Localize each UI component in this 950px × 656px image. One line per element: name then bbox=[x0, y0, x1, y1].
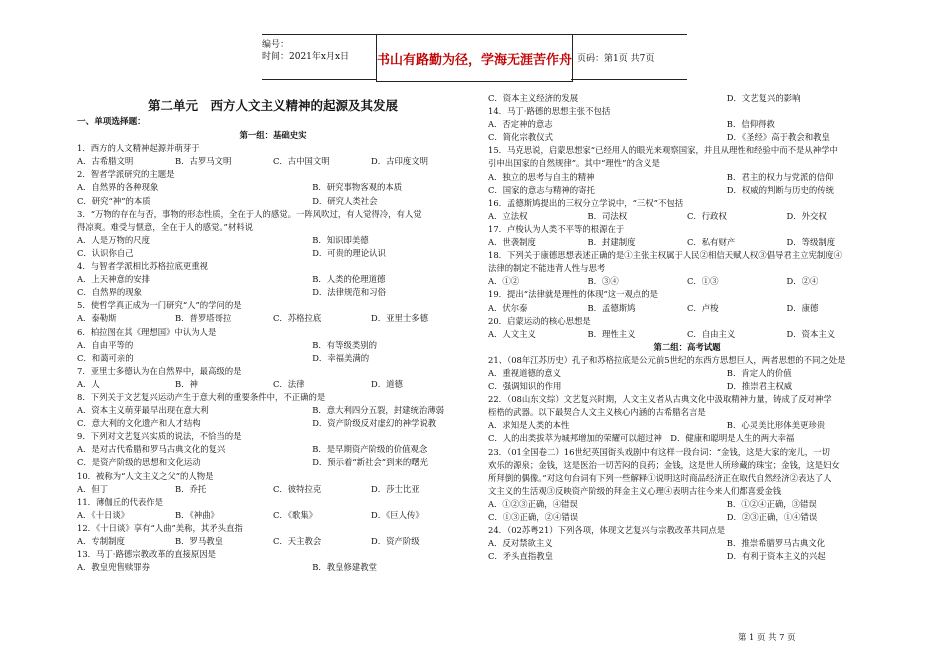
option: D．资产阶级反对虚幻的神学说教 bbox=[312, 418, 437, 429]
question-line: 4．与智者学派相比苏格拉底更重视 bbox=[77, 261, 208, 272]
option: C．资本主义经济的发展 bbox=[488, 93, 579, 103]
option: C．认识你自己 bbox=[77, 247, 134, 258]
option-row bbox=[77, 195, 469, 208]
option-row bbox=[77, 312, 469, 325]
question-line: 所拜倒的偶像。”对这句台词有下列一些解释①说明这时商品经济正在取代自然经济②表达了人 bbox=[488, 472, 832, 483]
option: A．古希腊文明 bbox=[77, 156, 134, 167]
option: D．资产阶级 bbox=[371, 536, 420, 546]
option-row bbox=[488, 184, 886, 197]
question-line: 文主义的生活观③反映资产阶级的拜金主义心理④表明古往今来人们都喜爱金钱 bbox=[488, 485, 782, 496]
option: D．《巨人传》 bbox=[371, 509, 424, 520]
option: A．①② bbox=[488, 276, 520, 287]
option-row bbox=[488, 380, 886, 393]
question-line: 21、（08年江苏历史）孔子和苏格拉底是公元前5世纪的东西方思想巨人，两者思想的不同之处是 bbox=[488, 354, 846, 365]
option: D．外交权 bbox=[786, 210, 827, 221]
question-line: 法律的制定不能违背人性与思考 bbox=[488, 263, 606, 274]
right-column bbox=[488, 92, 886, 563]
option-row bbox=[488, 367, 886, 380]
page-title: 第二单元 西方人文主义精神的起源及其发展 bbox=[147, 98, 398, 113]
option-row bbox=[77, 535, 469, 548]
question-line: 13．马丁·路德宗教改革的直接原因是 bbox=[77, 549, 216, 560]
question-line: 5．使哲学真正成为一门研究“人”的学问的是 bbox=[77, 300, 242, 311]
question-line: 9．下列对文艺复兴实质的说法，不恰当的是 bbox=[77, 431, 242, 442]
option: A．伏尔泰 bbox=[488, 302, 528, 313]
option: B．有等级类别的 bbox=[312, 339, 377, 350]
option: D．有利于资本主义的兴起 bbox=[726, 551, 826, 562]
question-line: 10．被称为“人文主义之父”的人物是 bbox=[77, 470, 214, 481]
option: C．是资产阶级的思想和文化运动 bbox=[77, 457, 201, 468]
option: B．孟德斯鸠 bbox=[587, 302, 636, 313]
option-row bbox=[488, 92, 886, 105]
option-row bbox=[488, 550, 886, 563]
option-row bbox=[488, 302, 886, 315]
question-line: 得凉爽。难受与惬意，全在于人的感觉。”材料说 bbox=[77, 221, 253, 232]
option-row bbox=[77, 273, 469, 286]
option: B．③④ bbox=[587, 276, 619, 287]
option: A．立法权 bbox=[488, 210, 528, 221]
header-motto: 书山有路勤为径，学海无涯苦作舟 bbox=[376, 34, 573, 82]
option: D．文艺复兴的影响 bbox=[726, 93, 801, 103]
option: C．彼特拉克 bbox=[273, 483, 322, 494]
time-label: 时间：2021年x月x日 bbox=[262, 52, 350, 62]
question-line: 11．薄伽丘的代表作是 bbox=[77, 496, 164, 507]
option-row bbox=[77, 352, 469, 365]
option: C．简化宗教仪式 bbox=[488, 132, 554, 143]
option: C．私有财产 bbox=[687, 237, 736, 248]
question-line: 14．马丁·路德的思想主张不包括 bbox=[488, 106, 611, 117]
option: C．强调知识的作用 bbox=[488, 381, 562, 392]
page-footer: 第 1 页 共 7 页 bbox=[738, 632, 796, 642]
option: B．①②④正确，③错误 bbox=[726, 498, 817, 509]
option: C．自由主义 bbox=[687, 328, 736, 339]
option-row bbox=[488, 537, 886, 550]
option-row bbox=[77, 443, 469, 456]
option-row bbox=[488, 419, 886, 432]
option: D．亚里士多德 bbox=[371, 313, 428, 324]
option: A．人是万物的尺度 bbox=[77, 234, 151, 245]
option: A．《十日谈》 bbox=[77, 509, 130, 520]
header-meta bbox=[262, 34, 376, 80]
option: A．世袭制度 bbox=[488, 237, 536, 248]
option: D．古印度文明 bbox=[371, 156, 428, 167]
option: B．是早期资产阶级的价值观念 bbox=[312, 444, 428, 455]
option: D．可贵的理论认识 bbox=[312, 247, 386, 258]
option-row bbox=[488, 275, 886, 288]
option: C．矛头直指教皇 bbox=[488, 551, 554, 562]
option: D．推崇君主权威 bbox=[726, 381, 793, 392]
option-row bbox=[488, 498, 886, 511]
option-row bbox=[488, 511, 886, 524]
option: A．求知是人类的本性 bbox=[488, 420, 570, 431]
question-line: 23．（01全国卷二）16世纪英国街头戏剧中有这样一段台词：“金钱，这是大家的宠儿，一切 bbox=[488, 446, 830, 457]
option-row bbox=[77, 286, 469, 299]
option: C．①③ bbox=[687, 276, 719, 287]
question-line: 24．（02苏粤21）下列各项，体现文艺复兴与宗教改革共同点是 bbox=[488, 525, 726, 536]
option: A．独立的思考与自主的精神 bbox=[488, 171, 595, 182]
option: B．教皇修建教堂 bbox=[312, 562, 377, 573]
question-line: 3．“万物的存在与否，事物的形态性质，全在于人的感觉。一阵风吹过，有人觉得冷，有人觉 bbox=[77, 208, 422, 219]
option: B．《神曲》 bbox=[175, 509, 219, 520]
question-line: 1．西方的人文精神起源并萌芽于 bbox=[77, 143, 200, 154]
group-heading: 第一组：基础史实 bbox=[239, 130, 307, 141]
option: C．①③正确，②④错误 bbox=[488, 512, 579, 522]
option: D．康德 bbox=[786, 302, 819, 313]
option: D．②④ bbox=[786, 276, 819, 287]
question-line: 19．提出“法律就是理性的体现”这一观点的是 bbox=[488, 289, 658, 300]
option-row bbox=[77, 404, 469, 417]
section-heading: 一、单项选择题： bbox=[77, 117, 146, 127]
option: A．泰勒斯 bbox=[77, 313, 117, 324]
option: C．《歌集》 bbox=[273, 509, 318, 520]
option: A．教皇兜售赎罪券 bbox=[77, 562, 151, 573]
option: C．苏格拉底 bbox=[273, 313, 322, 324]
question-line: 16．孟德斯鸠提出的三权分立学说中，“三权”不包括 bbox=[488, 197, 684, 208]
option: C．意大利的文化遗产和人才结构 bbox=[77, 418, 201, 429]
option: A．①②③正确，④错误 bbox=[488, 498, 578, 509]
question-line: 桎梏的武器。以下最契合人文主义核心内涵的古希腊名言是 bbox=[488, 407, 706, 418]
option: B．知识即美德 bbox=[312, 234, 369, 245]
option: C．和蔼可亲的 bbox=[77, 352, 134, 363]
question-line: 欢乐的源泉；金钱，这是医治一切苦闷的良药；金钱，这是世人所珍藏的珠宝；金钱，这是妇女 bbox=[488, 459, 840, 470]
option: B．理性主义 bbox=[587, 328, 636, 339]
option: D．等级制度 bbox=[786, 237, 836, 248]
option: B．研究事物客观的本质 bbox=[312, 182, 403, 193]
option-row bbox=[77, 509, 469, 522]
option: C．自然界的现象 bbox=[77, 287, 143, 298]
question-line: 引申出国家的自然规律”。其中“理性”的含义是 bbox=[488, 158, 660, 169]
question-line: 20．启蒙运动的核心思想是 bbox=[488, 315, 591, 326]
option: C．行政权 bbox=[687, 210, 727, 221]
question-line: 2．智者学派研究的主题是 bbox=[77, 169, 175, 180]
question-line: 7．亚里士多德认为在自然界中，最高级的是 bbox=[77, 365, 242, 376]
option-row bbox=[77, 378, 469, 391]
option: B．司法权 bbox=[587, 210, 628, 221]
group-heading: 第二组：高考试题 bbox=[653, 341, 721, 352]
option: D．《圣经》高于教会和教皇 bbox=[726, 132, 830, 143]
option-row bbox=[77, 483, 469, 496]
option: D．莎士比亚 bbox=[371, 483, 420, 494]
option: B．人类的伦理道德 bbox=[312, 274, 386, 285]
question-line: 6．柏拉图在其《理想国》中认为人是 bbox=[77, 326, 217, 337]
option-row bbox=[77, 561, 469, 574]
option: D．预示着“新社会”到来的曙光 bbox=[312, 457, 428, 468]
option-row bbox=[488, 210, 886, 223]
option-row bbox=[488, 236, 886, 249]
question-line: C．人的出类拔萃为城邦增加的荣耀可以超过神 D．健康和聪明是人生的两大幸福 bbox=[488, 433, 795, 444]
option: D．法律规范和习俗 bbox=[312, 287, 386, 298]
option: A．专制制度 bbox=[77, 536, 125, 546]
option: B．古罗马文明 bbox=[175, 156, 232, 167]
option: A．重视道德的意义 bbox=[488, 367, 562, 378]
option-row bbox=[488, 171, 886, 184]
option-row bbox=[77, 339, 469, 352]
question-line: 15．马克思说，启蒙思想家“已经用人的眼光来观察国家，并且从理性和经验中而不是从神学中 bbox=[488, 145, 838, 156]
question-line: 17．卢梭认为人类不平等的根源在于 bbox=[488, 223, 625, 234]
option: B．心灵美比形体美更珍贵 bbox=[726, 420, 826, 431]
option: B．封建制度 bbox=[587, 237, 636, 248]
option: C．古中国文明 bbox=[273, 156, 330, 167]
option: D．研究人类社会 bbox=[312, 195, 378, 206]
option: D．②③正确，①④错误 bbox=[726, 512, 818, 522]
option: B．乔托 bbox=[175, 483, 207, 494]
option: C．卢梭 bbox=[687, 302, 719, 313]
question-line: 8．下列关于文艺复兴运动产生于意大利的重要条件中，不正确的是 bbox=[77, 391, 326, 402]
option: A．否定神的意志 bbox=[488, 119, 553, 130]
option: A．资本主义萌芽最早出现在意大利 bbox=[77, 405, 209, 416]
option: B．罗马教皇 bbox=[175, 536, 224, 546]
option: A．人文主义 bbox=[488, 328, 536, 339]
option: B．信仰得救 bbox=[726, 119, 775, 130]
option: C．国家的意志与精神的寄托 bbox=[488, 184, 595, 195]
question-line: 22．（08山东文综）文艺复兴时期，人文主义者从古典文化中汲取精神力量，铸成了反对神学 bbox=[488, 394, 832, 405]
option: B．推崇希腊罗马古典文化 bbox=[726, 538, 826, 549]
option-row bbox=[77, 234, 469, 247]
option: C．法律 bbox=[273, 378, 305, 389]
option: D．权威的判断与历史的传统 bbox=[726, 184, 835, 195]
question-line: 12．《十日谈》享有“人曲”美称，其矛头直指 bbox=[77, 522, 243, 533]
option: D．幸福美满的 bbox=[312, 352, 370, 363]
option-row bbox=[77, 456, 469, 469]
code-label: 编号： bbox=[262, 40, 290, 50]
option: A．是对古代希腊和罗马古典文化的复兴 bbox=[77, 444, 226, 455]
option: D．资本主义 bbox=[786, 328, 836, 339]
option: C．研究“神”的本质 bbox=[77, 195, 151, 206]
option: B．意大利四分五裂，封建统治薄弱 bbox=[312, 405, 444, 416]
option-row bbox=[77, 247, 469, 260]
option: A．自由平等的 bbox=[77, 339, 134, 350]
option: B．肯定人的价值 bbox=[726, 367, 792, 378]
question-line: 18．下列关于康德思想表述正确的是①主张主权属于人民②相信天赋人权③倡导君主立宪制度④ bbox=[488, 250, 843, 261]
option: A．反对禁欲主义 bbox=[488, 538, 553, 549]
option-row bbox=[488, 131, 886, 144]
option-row bbox=[77, 181, 469, 194]
option-row bbox=[488, 118, 886, 131]
option: A．人 bbox=[77, 378, 100, 389]
option: A．但丁 bbox=[77, 483, 109, 494]
option: A．自然界的各种现象 bbox=[77, 182, 159, 193]
option: D．道德 bbox=[371, 378, 403, 389]
option: A．上天神意的安排 bbox=[77, 274, 151, 285]
left-column bbox=[77, 92, 469, 574]
option: C．天主教会 bbox=[273, 536, 322, 546]
option: B．普罗塔哥拉 bbox=[175, 313, 232, 324]
option: B．神 bbox=[175, 378, 198, 389]
option-row bbox=[488, 328, 886, 341]
option: B．君主的权力与党派的信仰 bbox=[726, 171, 834, 182]
option-row bbox=[77, 155, 469, 168]
header-page-info: 页码：第1页 共7页 bbox=[571, 34, 687, 80]
option-row bbox=[77, 417, 469, 430]
